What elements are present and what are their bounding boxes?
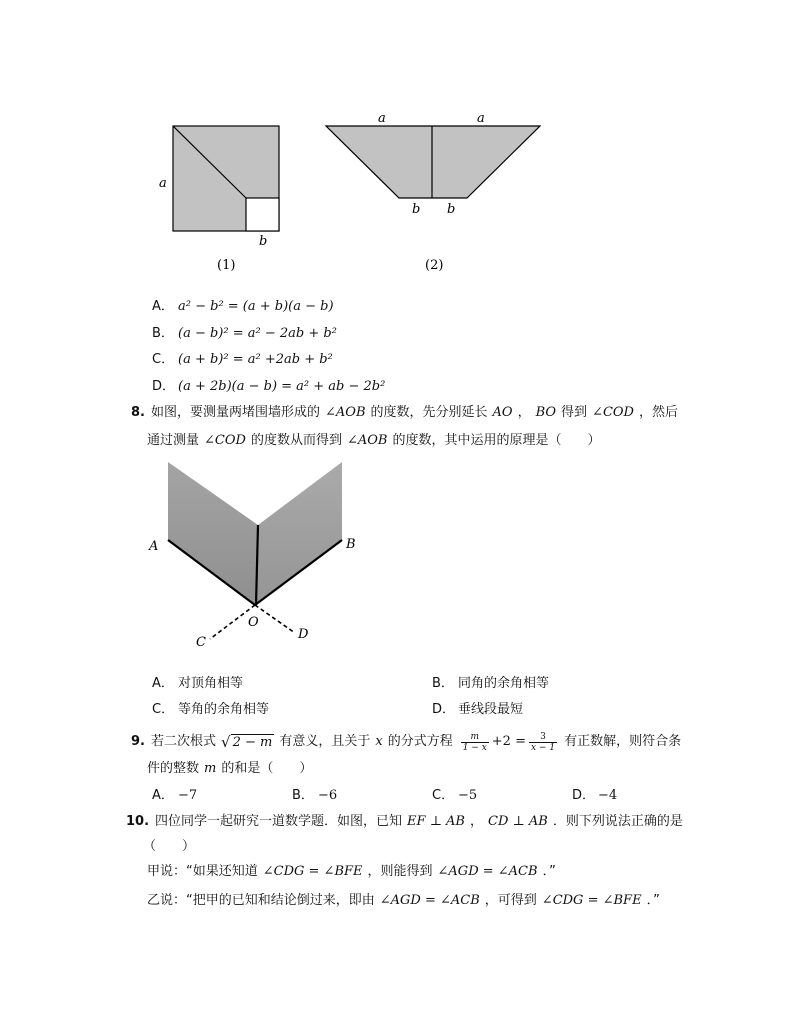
text-segment: 件的整数 xyxy=(147,761,200,776)
text-segment: 乙说：“把甲的已知和结论倒过来，即由 xyxy=(147,893,375,908)
math-segment: ∠AGD = ∠ACB xyxy=(379,893,480,908)
math-segment: BO xyxy=(535,405,557,420)
text-segment: 有意义，且关于 xyxy=(279,734,371,749)
fig2-label-a-right: a xyxy=(477,111,485,126)
q8-option-d xyxy=(432,700,523,720)
q10-line-2 xyxy=(143,837,195,857)
q8-line-1 xyxy=(131,403,678,423)
radicand: 2 − m xyxy=(232,735,273,750)
math-segment: ∠CDG = ∠BFE xyxy=(262,864,363,879)
q7-option-a xyxy=(152,297,334,317)
q7-option-b xyxy=(152,324,337,344)
math-segment: ∠AGD = ∠ACB xyxy=(437,864,538,879)
text-segment: 的分式方程 xyxy=(387,734,453,749)
text-segment: ．则下列说法正确的是 xyxy=(552,814,683,829)
option-text: 对顶角相等 xyxy=(178,676,244,691)
option-letter: C． xyxy=(152,702,175,717)
text-segment: 如图，要测量两堵围墙形成的 xyxy=(150,405,320,420)
math-segment: CD ⊥ AB xyxy=(488,814,548,829)
math-segment: +2 = xyxy=(491,734,526,749)
fig2-label-b-right: b xyxy=(447,202,456,217)
q9-line-1 xyxy=(131,730,681,754)
text-segment: ， xyxy=(470,814,484,829)
q9-option-b xyxy=(292,786,337,806)
fraction-2 xyxy=(529,732,557,753)
fraction-numerator: 3 xyxy=(540,731,546,742)
q8-line-2 xyxy=(147,431,600,451)
option-letter: D． xyxy=(432,702,456,717)
q7-option-c xyxy=(152,350,333,370)
option-letter: D． xyxy=(572,788,596,803)
fig2-trapezoid xyxy=(326,126,540,198)
text-segment: ，可得到 xyxy=(484,893,537,908)
question-number: 9. xyxy=(131,734,145,749)
option-letter: B． xyxy=(292,788,314,803)
text-segment: ， xyxy=(517,405,531,420)
fraction-denominator: x − 1 xyxy=(530,742,556,753)
fig2-label-a-left: a xyxy=(378,111,386,126)
text-segment: ，则能得到 xyxy=(367,864,433,879)
left-wall xyxy=(168,462,258,605)
option-letter: C． xyxy=(152,352,175,367)
point-label-c: C xyxy=(196,635,206,650)
option-text: 同角的余角相等 xyxy=(458,676,550,691)
option-letter: A． xyxy=(152,788,174,803)
fig2-label-b-left: b xyxy=(412,202,421,217)
question-number: 10. xyxy=(126,814,150,829)
right-wall xyxy=(256,462,342,605)
fig1-caption: (1) xyxy=(217,258,236,273)
fig1-label-b: b xyxy=(259,234,268,249)
text-segment: 的度数，先分别延长 xyxy=(370,405,488,420)
text-segment: ．” xyxy=(646,893,660,908)
fig1-small-square xyxy=(246,198,279,231)
point-label-o: O xyxy=(248,615,259,630)
text-segment: 若二次根式 xyxy=(150,734,216,749)
math-segment: ∠COD xyxy=(592,405,634,420)
text-segment: 有正数解，则符合条 xyxy=(564,734,682,749)
option-expression: (a + b)² = a² +2ab + b² xyxy=(178,352,333,367)
fraction-1 xyxy=(461,732,489,753)
option-letter: A． xyxy=(152,299,174,314)
radical-sign-icon: √ xyxy=(221,733,231,751)
text-segment: （ ） xyxy=(143,839,196,854)
text-segment: ，然后 xyxy=(638,405,678,420)
ray-od-dashed xyxy=(255,605,295,633)
text-segment: 得到 xyxy=(561,405,588,420)
text-segment: 四位同学一起研究一道数学题．如图，已知 xyxy=(155,814,403,829)
point-label-b: B xyxy=(346,537,356,552)
q10-line-1 xyxy=(126,812,683,832)
square-root xyxy=(221,734,274,750)
math-segment: EF ⊥ AB xyxy=(407,814,465,829)
q10-line-4 xyxy=(147,891,660,911)
q9-option-a xyxy=(152,786,197,806)
math-segment: ∠AOB xyxy=(346,433,388,448)
q9-line-2 xyxy=(147,759,312,779)
figure-1-square xyxy=(150,110,290,280)
option-value: −4 xyxy=(598,788,618,803)
option-text: 等角的余角相等 xyxy=(178,702,270,717)
math-segment: ∠AOB xyxy=(325,405,366,420)
q9-option-d xyxy=(572,786,617,806)
option-expression: (a − b)² = a² − 2ab + b² xyxy=(178,326,337,341)
figure-walls-angle xyxy=(140,455,370,655)
option-text: 垂线段最短 xyxy=(458,702,524,717)
option-value: −7 xyxy=(178,788,198,803)
text-segment: 的和是（ ） xyxy=(221,761,313,776)
math-segment: AO xyxy=(492,405,513,420)
figure-2-trapezoid xyxy=(315,105,555,275)
option-value: −5 xyxy=(458,788,478,803)
fig2-caption: (2) xyxy=(425,258,444,273)
option-letter: D． xyxy=(152,379,176,394)
option-expression: a² − b² = (a + b)(a − b) xyxy=(178,299,334,314)
option-letter: B． xyxy=(432,676,454,691)
q7-option-d xyxy=(152,377,385,397)
text-segment: ．” xyxy=(542,864,556,879)
text-segment: 甲说：“如果还知道 xyxy=(147,864,258,879)
option-letter: B． xyxy=(152,326,174,341)
math-segment: ∠COD xyxy=(204,433,246,448)
point-label-a: A xyxy=(149,539,159,554)
fraction-denominator: 1 − x xyxy=(462,742,487,753)
option-letter: A． xyxy=(152,676,174,691)
math-segment: x xyxy=(375,734,383,749)
option-value: −6 xyxy=(318,788,338,803)
point-label-d: D xyxy=(298,627,309,642)
q9-option-c xyxy=(432,786,477,806)
math-segment: ∠CDG = ∠BFE xyxy=(541,893,642,908)
q8-option-a xyxy=(152,674,243,694)
math-segment: m xyxy=(204,761,217,776)
q10-line-3 xyxy=(147,862,556,882)
question-number: 8. xyxy=(131,405,145,420)
option-expression: (a + 2b)(a − b) = a² + ab − 2b² xyxy=(178,379,386,394)
option-letter: C． xyxy=(432,788,455,803)
fig1-label-a: a xyxy=(159,176,167,191)
fraction-numerator: m xyxy=(470,731,480,742)
text-segment: 的度数从而得到 xyxy=(250,433,342,448)
text-segment: 通过测量 xyxy=(147,433,200,448)
q8-option-c xyxy=(152,700,269,720)
text-segment: 的度数，其中运用的原理是（ ） xyxy=(392,433,601,448)
q8-option-b xyxy=(432,674,549,694)
